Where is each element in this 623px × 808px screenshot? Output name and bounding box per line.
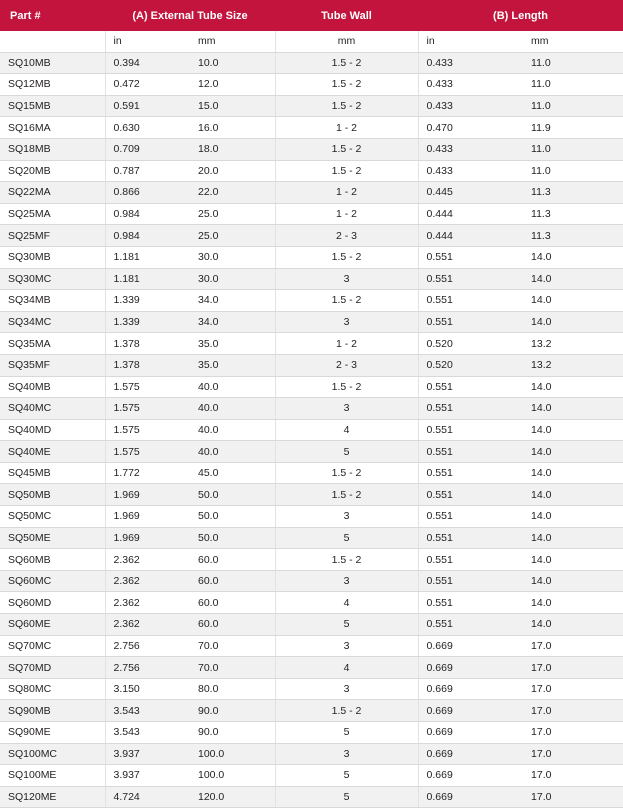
cell-external-in: 0.472 <box>105 74 190 96</box>
cell-part: SQ15MB <box>0 95 105 117</box>
cell-part: SQ120ME <box>0 786 105 808</box>
cell-part: SQ50MC <box>0 506 105 528</box>
cell-external-in: 1.575 <box>105 376 190 398</box>
cell-external-in: 0.984 <box>105 225 190 247</box>
cell-external-mm: 60.0 <box>190 570 275 592</box>
cell-external-in: 1.772 <box>105 462 190 484</box>
cell-external-in: 0.866 <box>105 182 190 204</box>
cell-length-mm: 14.0 <box>523 398 623 420</box>
cell-part: SQ90MB <box>0 700 105 722</box>
cell-length-in: 0.551 <box>418 268 523 290</box>
cell-tube-wall: 5 <box>275 765 418 787</box>
cell-length-in: 0.433 <box>418 95 523 117</box>
table-row <box>0 138 623 160</box>
cell-length-in: 0.551 <box>418 570 523 592</box>
cell-tube-wall: 1.5 - 2 <box>275 246 418 268</box>
cell-part: SQ34MB <box>0 290 105 312</box>
cell-length-mm: 14.0 <box>523 290 623 312</box>
table-body <box>0 31 623 808</box>
cell-external-mm: 45.0 <box>190 462 275 484</box>
cell-external-mm: 120.0 <box>190 786 275 808</box>
cell-part: SQ70MC <box>0 635 105 657</box>
cell-length-in: 0.669 <box>418 635 523 657</box>
cell-length-in: 0.669 <box>418 657 523 679</box>
cell-length-in: 0.551 <box>418 462 523 484</box>
table-row <box>0 160 623 182</box>
table-row <box>0 592 623 614</box>
table-row <box>0 182 623 204</box>
cell-external-mm: 70.0 <box>190 657 275 679</box>
cell-tube-wall: 5 <box>275 786 418 808</box>
cell-external-in: 0.709 <box>105 138 190 160</box>
cell-external-in: 0.787 <box>105 160 190 182</box>
cell-length-in: 0.433 <box>418 138 523 160</box>
cell-tube-wall: 1.5 - 2 <box>275 138 418 160</box>
cell-length-in: 0.669 <box>418 786 523 808</box>
cell-length-mm: 17.0 <box>523 678 623 700</box>
cell-length-mm: 13.2 <box>523 333 623 355</box>
cell-external-mm: 40.0 <box>190 441 275 463</box>
column-header-external-tube-size: (A) External Tube Size <box>105 0 275 31</box>
cell-length-mm: 11.0 <box>523 95 623 117</box>
cell-length-in: 0.551 <box>418 527 523 549</box>
cell-length-mm: 11.3 <box>523 203 623 225</box>
table-row <box>0 117 623 139</box>
cell-external-in: 3.543 <box>105 722 190 744</box>
cell-length-in: 0.445 <box>418 182 523 204</box>
cell-external-mm: 100.0 <box>190 743 275 765</box>
cell-tube-wall: 3 <box>275 506 418 528</box>
cell-tube-wall: 5 <box>275 441 418 463</box>
cell-external-in: 1.969 <box>105 484 190 506</box>
cell-part: SQ50MB <box>0 484 105 506</box>
cell-tube-wall: 1.5 - 2 <box>275 52 418 74</box>
cell-external-mm: 22.0 <box>190 182 275 204</box>
cell-length-in: 0.551 <box>418 419 523 441</box>
cell-external-mm: 15.0 <box>190 95 275 117</box>
cell-external-in: 3.937 <box>105 765 190 787</box>
cell-part: SQ50ME <box>0 527 105 549</box>
cell-external-in: 2.362 <box>105 549 190 571</box>
cell-tube-wall: 3 <box>275 311 418 333</box>
cell-tube-wall: 1.5 - 2 <box>275 290 418 312</box>
table-row <box>0 419 623 441</box>
cell-length-mm: 14.0 <box>523 527 623 549</box>
cell-external-mm: 34.0 <box>190 311 275 333</box>
cell-external-in: 1.575 <box>105 419 190 441</box>
cell-tube-wall: 3 <box>275 398 418 420</box>
table-row <box>0 614 623 636</box>
cell-length-in: 0.669 <box>418 678 523 700</box>
header-group-row <box>0 0 623 31</box>
cell-part: SQ12MB <box>0 74 105 96</box>
cell-part: SQ35MA <box>0 333 105 355</box>
cell-external-in: 2.362 <box>105 614 190 636</box>
cell-tube-wall: 3 <box>275 570 418 592</box>
cell-length-mm: 11.3 <box>523 225 623 247</box>
cell-tube-wall: 1 - 2 <box>275 182 418 204</box>
cell-external-in: 2.362 <box>105 592 190 614</box>
cell-external-mm: 35.0 <box>190 354 275 376</box>
cell-tube-wall: 4 <box>275 592 418 614</box>
table-row <box>0 506 623 528</box>
cell-external-mm: 60.0 <box>190 549 275 571</box>
table-row <box>0 95 623 117</box>
table-row <box>0 354 623 376</box>
cell-length-mm: 17.0 <box>523 786 623 808</box>
cell-external-in: 1.969 <box>105 527 190 549</box>
cell-part: SQ22MA <box>0 182 105 204</box>
table-row <box>0 246 623 268</box>
cell-external-mm: 90.0 <box>190 722 275 744</box>
cell-length-mm: 14.0 <box>523 484 623 506</box>
cell-length-mm: 11.9 <box>523 117 623 139</box>
cell-external-mm: 30.0 <box>190 268 275 290</box>
cell-tube-wall: 3 <box>275 743 418 765</box>
cell-length-in: 0.669 <box>418 722 523 744</box>
cell-external-in: 2.756 <box>105 635 190 657</box>
table-row <box>0 376 623 398</box>
cell-length-in: 0.551 <box>418 311 523 333</box>
cell-external-in: 4.724 <box>105 786 190 808</box>
cell-tube-wall: 1.5 - 2 <box>275 549 418 571</box>
cell-length-in: 0.551 <box>418 549 523 571</box>
cell-length-mm: 11.0 <box>523 138 623 160</box>
table-row <box>0 268 623 290</box>
table-row <box>0 657 623 679</box>
table-row <box>0 74 623 96</box>
table-row <box>0 678 623 700</box>
cell-external-in: 1.575 <box>105 441 190 463</box>
table-subheader-row <box>0 31 623 52</box>
cell-length-in: 0.470 <box>418 117 523 139</box>
cell-part: SQ100MC <box>0 743 105 765</box>
cell-length-mm: 11.0 <box>523 74 623 96</box>
cell-external-mm: 10.0 <box>190 52 275 74</box>
table-row <box>0 203 623 225</box>
cell-external-mm: 50.0 <box>190 506 275 528</box>
cell-part: SQ40MC <box>0 398 105 420</box>
cell-length-mm: 14.0 <box>523 614 623 636</box>
cell-external-in: 0.630 <box>105 117 190 139</box>
cell-length-in: 0.520 <box>418 333 523 355</box>
cell-external-mm: 100.0 <box>190 765 275 787</box>
table-row <box>0 52 623 74</box>
table-row <box>0 527 623 549</box>
table-row <box>0 333 623 355</box>
cell-tube-wall: 3 <box>275 635 418 657</box>
cell-external-mm: 60.0 <box>190 614 275 636</box>
cell-external-mm: 30.0 <box>190 246 275 268</box>
cell-external-in: 0.394 <box>105 52 190 74</box>
cell-external-in: 0.591 <box>105 95 190 117</box>
cell-external-in: 1.575 <box>105 398 190 420</box>
cell-external-in: 1.181 <box>105 268 190 290</box>
cell-tube-wall: 3 <box>275 268 418 290</box>
cell-length-in: 0.551 <box>418 398 523 420</box>
cell-length-in: 0.520 <box>418 354 523 376</box>
cell-tube-wall: 5 <box>275 527 418 549</box>
cell-external-in: 2.756 <box>105 657 190 679</box>
cell-length-mm: 14.0 <box>523 268 623 290</box>
cell-part: SQ80MC <box>0 678 105 700</box>
table-row <box>0 743 623 765</box>
cell-part: SQ40MB <box>0 376 105 398</box>
cell-length-mm: 11.3 <box>523 182 623 204</box>
cell-part: SQ20MB <box>0 160 105 182</box>
cell-tube-wall: 1 - 2 <box>275 333 418 355</box>
cell-length-mm: 17.0 <box>523 765 623 787</box>
cell-external-in: 1.378 <box>105 333 190 355</box>
cell-external-mm: 34.0 <box>190 290 275 312</box>
table-row <box>0 311 623 333</box>
cell-part: SQ100ME <box>0 765 105 787</box>
cell-tube-wall: 4 <box>275 419 418 441</box>
cell-tube-wall: 1.5 - 2 <box>275 95 418 117</box>
table-row <box>0 570 623 592</box>
cell-external-mm: 25.0 <box>190 225 275 247</box>
cell-external-in: 1.339 <box>105 290 190 312</box>
cell-part: SQ34MC <box>0 311 105 333</box>
table-row <box>0 765 623 787</box>
column-header-tube-wall: Tube Wall <box>275 0 418 31</box>
cell-external-mm: 12.0 <box>190 74 275 96</box>
column-header-length: (B) Length <box>418 0 623 31</box>
table-row <box>0 225 623 247</box>
cell-length-mm: 14.0 <box>523 570 623 592</box>
subheader-external-mm: mm <box>190 31 275 52</box>
cell-external-in: 1.378 <box>105 354 190 376</box>
cell-external-mm: 40.0 <box>190 376 275 398</box>
cell-tube-wall: 1 - 2 <box>275 117 418 139</box>
cell-length-mm: 17.0 <box>523 635 623 657</box>
cell-tube-wall: 1.5 - 2 <box>275 484 418 506</box>
cell-external-mm: 80.0 <box>190 678 275 700</box>
subheader-length-in: in <box>418 31 523 52</box>
cell-tube-wall: 4 <box>275 657 418 679</box>
cell-length-in: 0.551 <box>418 376 523 398</box>
cell-part: SQ25MA <box>0 203 105 225</box>
cell-length-mm: 13.2 <box>523 354 623 376</box>
table-row <box>0 700 623 722</box>
cell-length-in: 0.551 <box>418 441 523 463</box>
cell-part: SQ60ME <box>0 614 105 636</box>
cell-external-in: 3.543 <box>105 700 190 722</box>
cell-tube-wall: 5 <box>275 614 418 636</box>
cell-external-in: 3.937 <box>105 743 190 765</box>
cell-external-mm: 16.0 <box>190 117 275 139</box>
cell-tube-wall: 1.5 - 2 <box>275 74 418 96</box>
cell-external-mm: 50.0 <box>190 527 275 549</box>
cell-part: SQ60MD <box>0 592 105 614</box>
table-row <box>0 635 623 657</box>
cell-length-mm: 14.0 <box>523 419 623 441</box>
cell-part: SQ40ME <box>0 441 105 463</box>
table-row <box>0 786 623 808</box>
cell-length-mm: 11.0 <box>523 52 623 74</box>
cell-part: SQ45MB <box>0 462 105 484</box>
cell-length-in: 0.551 <box>418 614 523 636</box>
cell-part: SQ25MF <box>0 225 105 247</box>
cell-length-in: 0.444 <box>418 225 523 247</box>
table-row <box>0 462 623 484</box>
cell-length-mm: 14.0 <box>523 441 623 463</box>
cell-length-in: 0.669 <box>418 700 523 722</box>
cell-length-in: 0.444 <box>418 203 523 225</box>
cell-tube-wall: 1.5 - 2 <box>275 700 418 722</box>
cell-external-in: 1.969 <box>105 506 190 528</box>
cell-length-in: 0.433 <box>418 160 523 182</box>
cell-part: SQ60MC <box>0 570 105 592</box>
table-header <box>0 0 623 31</box>
cell-length-mm: 14.0 <box>523 311 623 333</box>
table-row <box>0 722 623 744</box>
subheader-wall-mm: mm <box>275 31 418 52</box>
cell-part: SQ60MB <box>0 549 105 571</box>
cell-external-mm: 50.0 <box>190 484 275 506</box>
cell-length-in: 0.551 <box>418 592 523 614</box>
table-row <box>0 549 623 571</box>
cell-length-in: 0.669 <box>418 743 523 765</box>
cell-external-in: 0.984 <box>105 203 190 225</box>
cell-length-mm: 17.0 <box>523 657 623 679</box>
cell-length-in: 0.551 <box>418 506 523 528</box>
cell-external-in: 1.339 <box>105 311 190 333</box>
cell-part: SQ10MB <box>0 52 105 74</box>
cell-part: SQ40MD <box>0 419 105 441</box>
cell-length-mm: 17.0 <box>523 700 623 722</box>
cell-part: SQ18MB <box>0 138 105 160</box>
cell-tube-wall: 1 - 2 <box>275 203 418 225</box>
cell-tube-wall: 2 - 3 <box>275 354 418 376</box>
subheader-part-blank <box>0 31 105 52</box>
column-header-part: Part # <box>0 0 105 31</box>
cell-external-mm: 60.0 <box>190 592 275 614</box>
cell-length-mm: 11.0 <box>523 160 623 182</box>
cell-length-mm: 14.0 <box>523 246 623 268</box>
cell-length-in: 0.669 <box>418 765 523 787</box>
cell-part: SQ16MA <box>0 117 105 139</box>
cell-external-in: 3.150 <box>105 678 190 700</box>
cell-length-mm: 14.0 <box>523 376 623 398</box>
cell-length-mm: 14.0 <box>523 549 623 571</box>
cell-length-in: 0.433 <box>418 74 523 96</box>
cell-tube-wall: 3 <box>275 678 418 700</box>
cell-part: SQ90ME <box>0 722 105 744</box>
cell-external-mm: 20.0 <box>190 160 275 182</box>
subheader-external-in: in <box>105 31 190 52</box>
table-row <box>0 398 623 420</box>
table-row <box>0 484 623 506</box>
cell-length-in: 0.551 <box>418 290 523 312</box>
cell-length-in: 0.551 <box>418 246 523 268</box>
cell-tube-wall: 1.5 - 2 <box>275 376 418 398</box>
cell-external-in: 1.181 <box>105 246 190 268</box>
cell-external-mm: 18.0 <box>190 138 275 160</box>
cell-length-mm: 17.0 <box>523 743 623 765</box>
cell-external-mm: 40.0 <box>190 398 275 420</box>
cell-length-mm: 14.0 <box>523 462 623 484</box>
cell-length-mm: 14.0 <box>523 592 623 614</box>
cell-external-mm: 70.0 <box>190 635 275 657</box>
table-row <box>0 290 623 312</box>
cell-external-mm: 35.0 <box>190 333 275 355</box>
cell-tube-wall: 1.5 - 2 <box>275 160 418 182</box>
cell-external-mm: 90.0 <box>190 700 275 722</box>
cell-part: SQ30MC <box>0 268 105 290</box>
cell-length-in: 0.433 <box>418 52 523 74</box>
cell-part: SQ30MB <box>0 246 105 268</box>
cell-length-mm: 17.0 <box>523 722 623 744</box>
cell-part: SQ70MD <box>0 657 105 679</box>
cell-part: SQ35MF <box>0 354 105 376</box>
cell-external-mm: 25.0 <box>190 203 275 225</box>
cell-external-in: 2.362 <box>105 570 190 592</box>
subheader-length-mm: mm <box>523 31 623 52</box>
cell-length-in: 0.551 <box>418 484 523 506</box>
cell-external-mm: 40.0 <box>190 419 275 441</box>
cell-tube-wall: 2 - 3 <box>275 225 418 247</box>
cell-tube-wall: 5 <box>275 722 418 744</box>
cell-tube-wall: 1.5 - 2 <box>275 462 418 484</box>
table-row <box>0 441 623 463</box>
cell-length-mm: 14.0 <box>523 506 623 528</box>
